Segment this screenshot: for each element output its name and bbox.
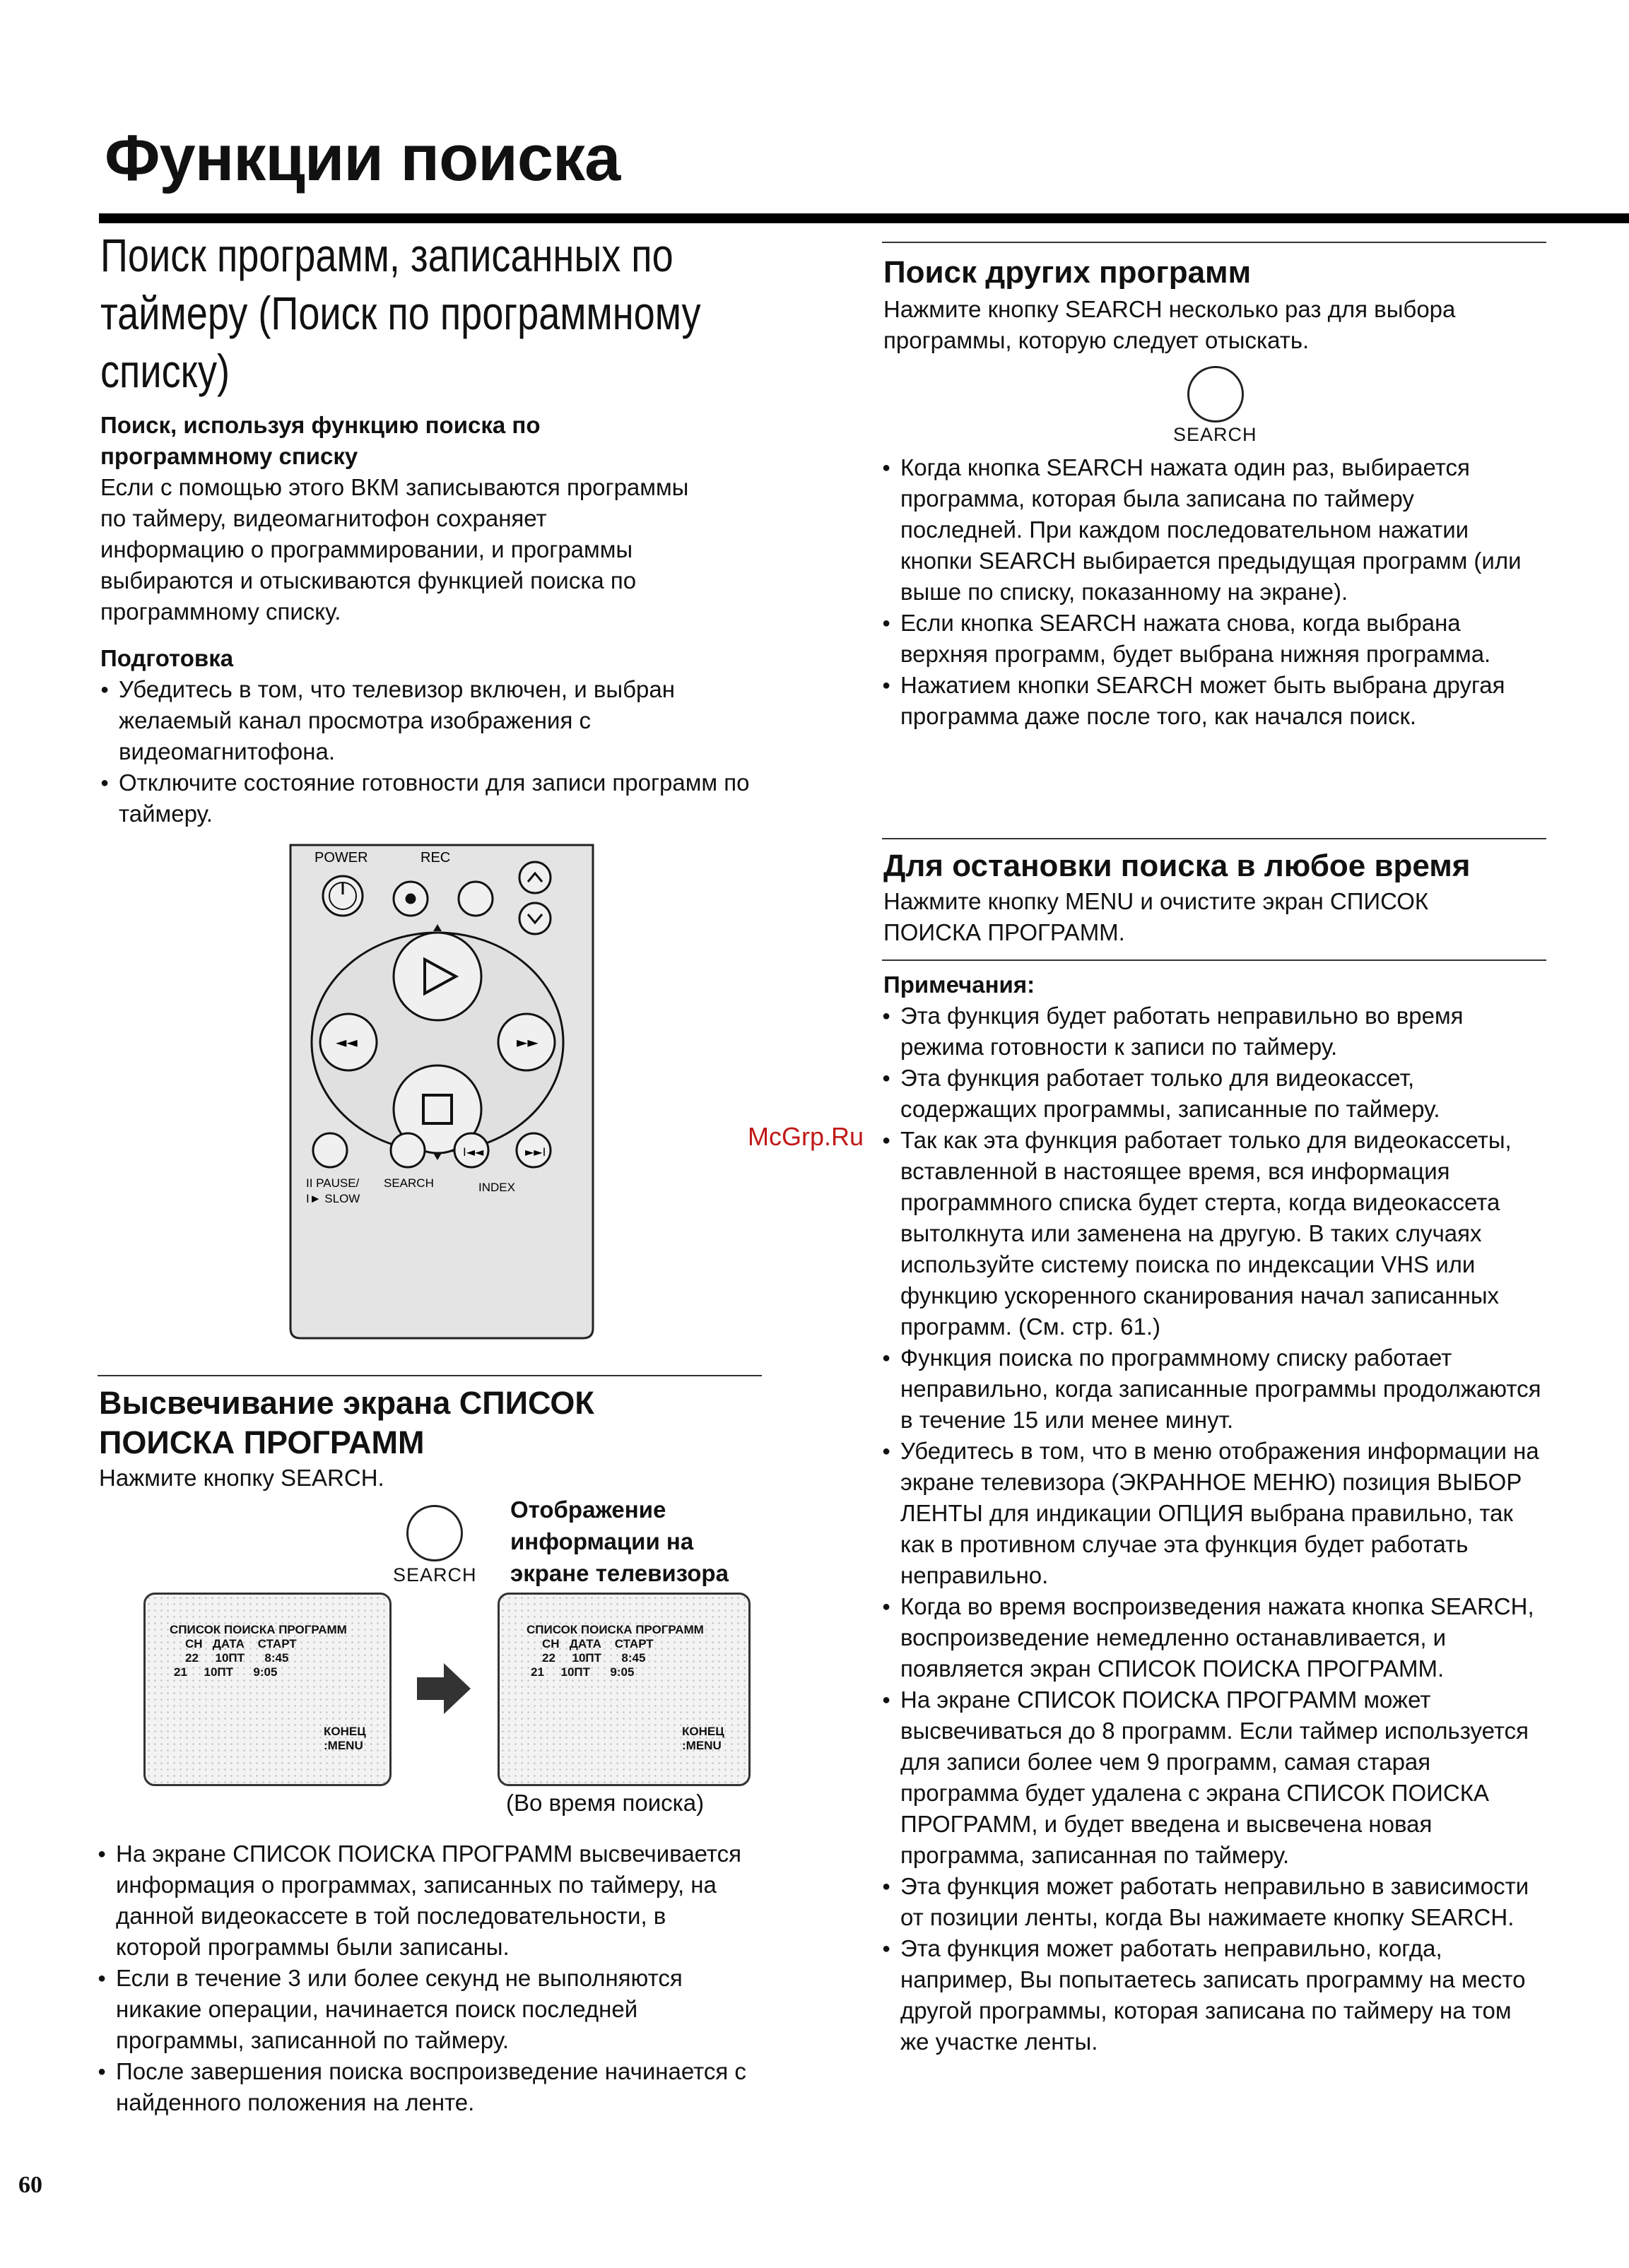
screen-header: CH ДАТА СТАРТ — [542, 1637, 654, 1650]
intro-line: информацию о программировании, и программы — [100, 536, 633, 562]
screen-header: CH ДАТА СТАРТ — [185, 1637, 297, 1650]
remote-control-illustration — [286, 841, 597, 1342]
search-button-label: SEARCH — [1173, 424, 1257, 445]
rec-button-2[interactable] — [459, 882, 493, 916]
next-index-icon: ►►I — [525, 1145, 546, 1159]
display-notes-list — [98, 1838, 751, 2118]
search-button-icon — [1187, 366, 1244, 423]
divider — [98, 1375, 762, 1376]
press-search-text: Нажмите кнопку SEARCH. — [99, 1465, 384, 1491]
subtitle-line: списку) — [100, 345, 230, 397]
divider — [882, 838, 1546, 839]
stop-search-heading: Для остановки поиска в любое время — [883, 849, 1471, 883]
title-rule — [99, 213, 1629, 223]
list-item: ● Отключите состояние готовности для записи программ по таймеру. — [100, 767, 761, 829]
list-item: ● На экране СПИСОК ПОИСКА ПРОГРАММ может высвечиваться до 8 программ. Если таймер используется для записи более чем 9 программ, самая старая программа будет удалена с экрана СПИСОК ПОИСКА ПРОГРАММ, и будет введена и высвечена новая программа, записанная по таймеру. — [882, 1684, 1543, 1871]
notes-list — [882, 1000, 1543, 2057]
page-title: Функции поиска — [105, 122, 621, 194]
heading-line: Отображение — [510, 1496, 666, 1523]
list-item: ● Так как эта функция работает только для видеокассеты, вставленной в настоящее время, вся информация программного списка будет стерта, когда видеокассета вытолкнута или заменена на другую. В таких случаях используйте систему поиска по индексации VHS или функцию ускоренного сканирования начал записанных программ. (См. стр. 61.) — [882, 1125, 1543, 1342]
watermark: McGrp.Ru — [748, 1122, 864, 1151]
list-item: ● После завершения поиска воспроизведение начинается с найденного положения на ленте. — [98, 2056, 751, 2118]
search-button[interactable] — [391, 1133, 425, 1167]
search-button-icon — [406, 1505, 463, 1561]
display-heading — [99, 1383, 594, 1463]
prev-index-icon: I◄◄ — [463, 1145, 484, 1159]
list-item: ● Убедитесь в том, что в меню отображения информации на экране телевизора (ЭКРАННОЕ МЕНЮ) позиция ВЫБОР ЛЕНТЫ для индикации ОПЦИЯ выбрана правильно, так как в противном случае эта функция будет работать неправильно. — [882, 1436, 1543, 1591]
channel-down-button[interactable] — [519, 903, 551, 934]
stop-search-text: Нажмите кнопку MENU и очистите экран СПИСОК ПОИСКА ПРОГРАММ. — [883, 888, 1429, 945]
rewind-icon: ◄◄ — [336, 1034, 358, 1051]
heading-line: информации на — [510, 1528, 694, 1554]
heading-line: программному списку — [100, 443, 358, 469]
pause-label: II PAUSE/ — [306, 1176, 360, 1190]
screen-end-key: :MENU — [682, 1739, 722, 1752]
screen-row: 21 10ПТ 9:05 — [174, 1665, 278, 1679]
search-button-label: SEARCH — [393, 1564, 477, 1585]
slow-label: I► SLOW — [306, 1192, 360, 1205]
subtitle-line: Поиск программ, записанных по — [100, 229, 674, 281]
subtitle-line: таймеру (Поиск по программному — [100, 287, 701, 339]
list-item: ● Если в течение 3 или более секунд не выполняются никакие операции, начинается поиск последней программы, записанной по таймеру. — [98, 1963, 751, 2056]
power-label: POWER — [314, 850, 368, 866]
notes-heading: Примечания: — [883, 971, 1035, 998]
screen-title: СПИСОК ПОИСКА ПРОГРАММ — [527, 1623, 704, 1636]
page-number: 60 — [18, 2172, 42, 2198]
intro-paragraph — [100, 472, 779, 627]
heading-line: Поиск, используя функцию поиска по — [100, 412, 541, 438]
channel-up-button[interactable] — [519, 862, 551, 893]
list-item: ● Эта функция будет работать неправильно во время режима готовности к записи по таймеру. — [882, 1000, 1543, 1063]
intro-line: по таймеру, видеомагнитофон сохраняет — [100, 505, 547, 531]
screen-end-key: :MENU — [324, 1739, 363, 1752]
fast-forward-icon: ►► — [517, 1034, 539, 1051]
list-item: ● Убедитесь в том, что телевизор включен, и выбран желаемый канал просмотра изображения с видеомагнитофона. — [100, 674, 761, 767]
list-item: ● Если кнопка SEARCH нажата снова, когда выбрана верхняя программ, будет выбрана нижняя программа. — [882, 608, 1543, 670]
list-item: ● Нажатием кнопки SEARCH может быть выбрана другая программа даже после того, как начался поиск. — [882, 670, 1543, 732]
heading-line: Высвечивание экрана СПИСОК — [99, 1385, 594, 1421]
tv-info-heading — [510, 1494, 729, 1589]
other-programs-list — [882, 452, 1543, 732]
screen-end-label: КОНЕЦ — [682, 1725, 724, 1738]
list-item: ● Эта функция работает только для видеокассет, содержащих программы, записанные по таймеру. — [882, 1063, 1543, 1125]
divider — [882, 242, 1546, 243]
list-item: ● Когда во время воспроизведения нажата кнопка SEARCH, воспроизведение немедленно останавливается, и появляется экран СПИСОК ПОИСКА ПРОГРАММ. — [882, 1591, 1543, 1684]
list-item: ● Эта функция может работать неправильно, когда, например, Вы попытаетесь записать программу на место другой программы, которая записана по таймеру на том же участке ленты. — [882, 1933, 1543, 2057]
tv-screen-searching — [498, 1593, 751, 1786]
intro-line: программному списку. — [100, 598, 341, 625]
prep-heading: Подготовка — [100, 645, 234, 671]
intro-line: Если с помощью этого ВКМ записываются программы — [100, 474, 689, 500]
play-button[interactable] — [394, 933, 481, 1020]
rec-label: REC — [421, 850, 451, 866]
list-item: ● На экране СПИСОК ПОИСКА ПРОГРАММ высвечивается информация о программах, записанных по таймеру, на данной видеокассете в той последовательности, в которой программы были записаны. — [98, 1838, 751, 1963]
other-programs-heading: Поиск других программ — [883, 255, 1252, 290]
list-item: ● Эта функция может работать неправильно в зависимости от позиции ленты, когда Вы нажимаете кнопку SEARCH. — [882, 1871, 1543, 1933]
section-subtitle — [100, 226, 701, 400]
screen-row: 22 10ПТ 8:45 — [542, 1651, 646, 1665]
pause-slow-button[interactable] — [313, 1133, 347, 1167]
divider — [882, 959, 1546, 961]
arrow-right-icon — [416, 1662, 472, 1715]
heading-line: экране телевизора — [510, 1560, 729, 1586]
screen-title: СПИСОК ПОИСКА ПРОГРАММ — [170, 1623, 347, 1636]
screen-row: 21 10ПТ 9:05 — [531, 1665, 635, 1679]
prep-list — [100, 674, 761, 829]
search-function-heading — [100, 410, 540, 472]
intro-line: выбираются и отыскиваются функцией поиска по — [100, 567, 637, 593]
other-programs-text: Нажмите кнопку SEARCH несколько раз для выбора программы, которую следует отыскать. — [883, 296, 1456, 353]
list-item: ● Когда кнопка SEARCH нажата один раз, выбирается программа, которая была записана по таймеру последней. При каждом последовательном нажатии кнопки SEARCH выбирается предыдущая программ (или выше по списку, показанному на экране). — [882, 452, 1543, 608]
list-item: ● Функция поиска по программному списку работает неправильно, когда записанные программы продолжаются в течение 15 или менее минут. — [882, 1342, 1543, 1436]
tv-screen-before — [143, 1593, 392, 1786]
search-label: SEARCH — [384, 1176, 434, 1190]
index-label: INDEX — [478, 1181, 515, 1194]
screen-row: 22 10ПТ 8:45 — [185, 1651, 289, 1665]
heading-line: ПОИСКА ПРОГРАММ — [99, 1424, 425, 1460]
during-search-caption: (Во время поиска) — [506, 1790, 705, 1816]
screen-end-label: КОНЕЦ — [324, 1725, 366, 1738]
